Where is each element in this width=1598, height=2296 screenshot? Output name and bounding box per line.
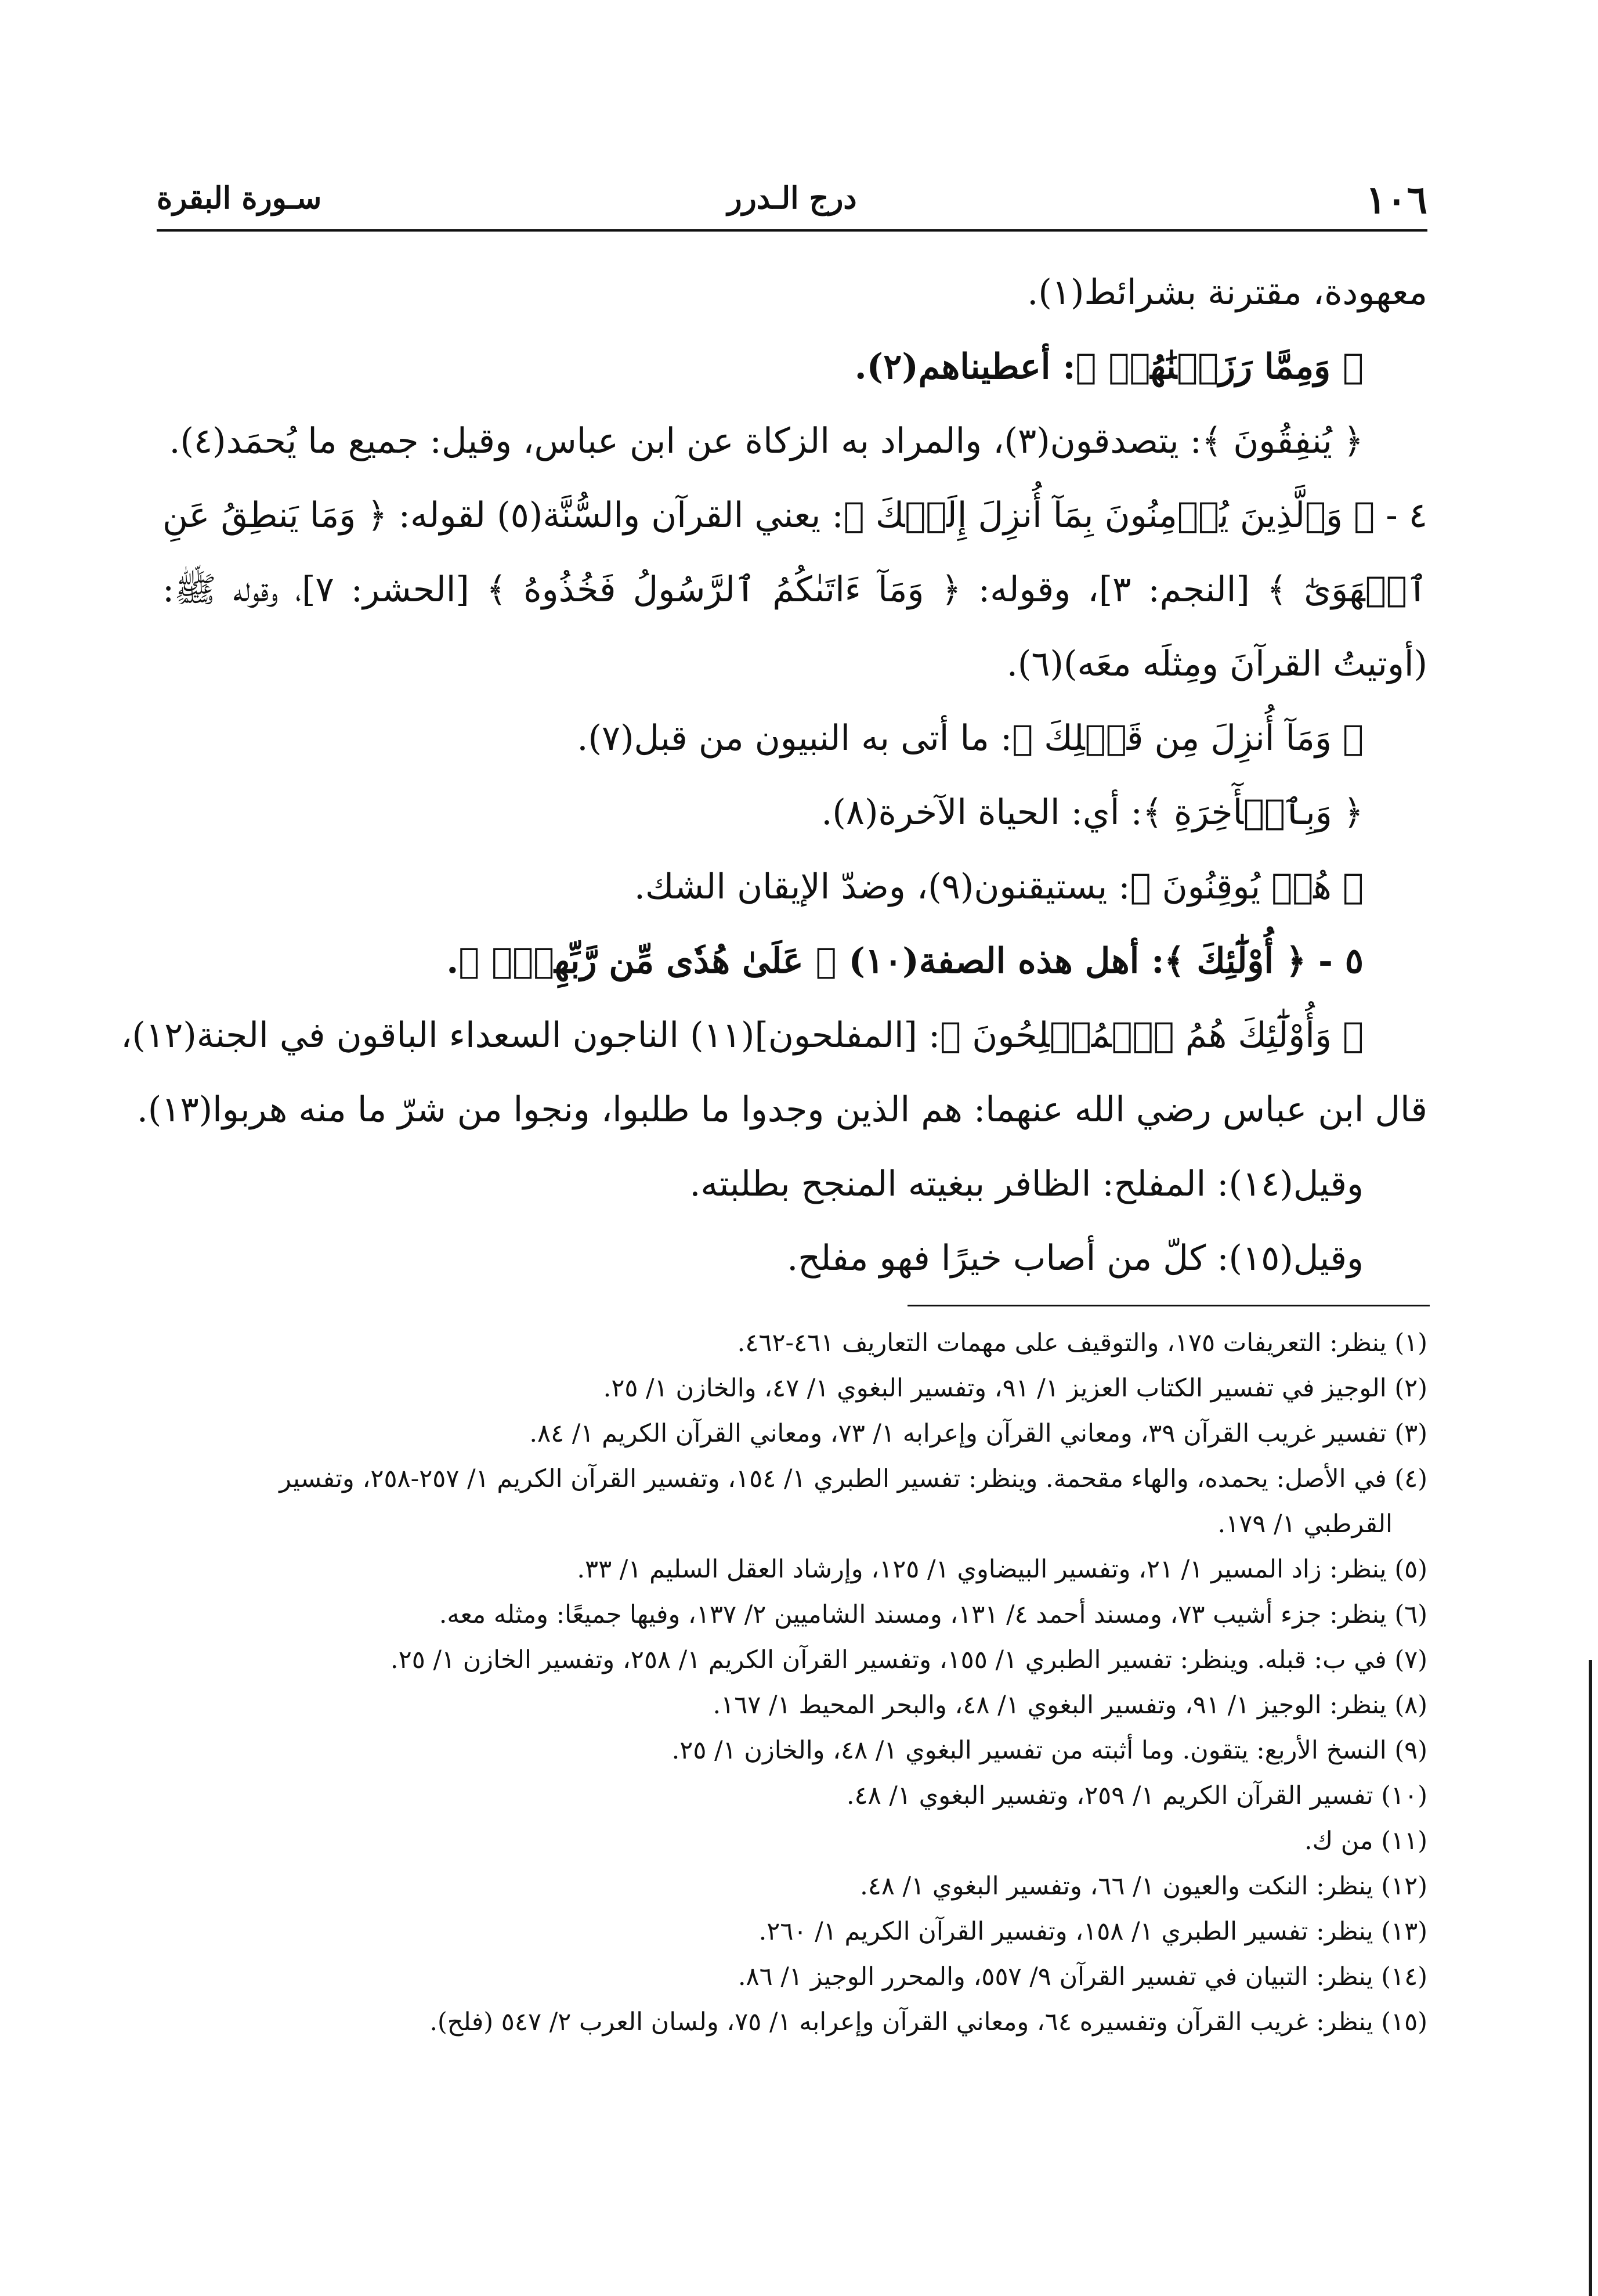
text-line: ﴿ وَمَآ أُنزِلَ مِن قَبۡلِكَ ﴾: ما أتى به النبيون من قبل(٧). [577,718,1364,759]
footnote: (٢) الوجيز في تفسير الكتاب العزيز ١/ ٩١، وتفسير البغوي ١/ ٤٧، والخازن ١/ ٢٥. [603,1374,1427,1403]
text-line: وقيل(١٥): كلّ من أصاب خيرًا فهو مفلح. [787,1238,1364,1279]
footnote: (٩) النسخ الأربع: يتقون. وما أثبته من تفسير البغوي ١/ ٤٨، والخازن ١/ ٢٥. [671,1736,1427,1765]
footnote: (٣) تفسير غريب القرآن ٣٩، ومعاني القرآن وإعرابه ١/ ٧٣، ومعاني القرآن الكريم ١/ ٨٤. [529,1419,1427,1448]
footnote: (٦) ينظر: جزء أشيب ٧٣، ومسند أحمد ٤/ ١٣١، ومسند الشاميين ٢/ ١٣٧، وفيها جميعًا: ومثله معه. [439,1600,1427,1629]
footnote: (٤) في الأصل: يحمده، والهاء مقحمة. وينظر: تفسير الطبري ١/ ١٥٤، وتفسير القرآن الكريم ١/ ٢٥٧-٢٥٨، وتفسير [279,1464,1427,1493]
text-line: ﴿ وَأُوْلَٰٓئِكَ هُمُ ٱلۡمُفۡلِحُونَ ﴾: [المفلحون](١١) الناجون السعداء الباقون في الجنة(١٢)، [121,1015,1364,1056]
text-line: ٥ - ﴿ أُوْلَٰٓئِكَ ﴾: أهل هذه الصفة(١٠) ﴿ عَلَىٰ هُدٗى مِّن رَّبِّهِمۡۖ ﴾. [446,941,1364,981]
text-line: ٱلۡهَوَىٰٓ ﴾ [النجم: ٣]، وقوله: ﴿ وَمَآ ءَاتَىٰكُمُ ٱلرَّسُولُ فَخُذُوهُ ﴾ [الحشر: ٧]، وقوله ﷺ: [162,569,1428,610]
page-number: ١٠٦ [1365,177,1427,222]
text-line: ﴿ وَبِٱلۡأٓخِرَةِ ﴾: أي: الحياة الآخرة(٨). [821,792,1364,833]
header-divider [157,229,1427,232]
footnote: (١٢) ينظر: النكت والعيون ١/ ٦٦، وتفسير البغوي ١/ ٤٨. [860,1872,1427,1901]
footnotes [174,1320,1427,2045]
footnote: (١٥) ينظر: غريب القرآن وتفسيره ٦٤، ومعاني القرآن وإعرابه ١/ ٧٥، ولسان العرب ٢/ ٥٤٧ (فلح). [429,2008,1427,2037]
page-header [157,177,1427,229]
footnote-continuation: القرطبي ١/ ١٧٩. [1217,1510,1393,1539]
surah-title: سـورة البقرة [157,180,322,216]
scan-edge-mark [1589,1660,1592,2296]
footnote: (١٤) ينظر: التبيان في تفسير القرآن ٩/ ٥٥٧، والمحرر الوجيز ١/ ٨٦. [737,1962,1427,1991]
text-line: وقيل(١٤): المفلح: الظافر ببغيته المنجح بطلبته. [689,1164,1364,1204]
footnote: (١١) من ك. [1304,1826,1427,1855]
text-line: ٤ - ﴿ وَٱلَّذِينَ يُؤۡمِنُونَ بِمَآ أُنزِلَ إِلَيۡكَ ﴾: يعني القرآن والسُّنَّة(٥) لقوله: ﴿ وَمَا يَنطِقُ عَنِ [162,495,1427,536]
footnote-divider [908,1305,1430,1306]
main-text [121,255,1428,1295]
text-line: ﴿ وَمِمَّا رَزَقۡنَٰهُمۡ ﴾: أعطيناهم(٢). [854,346,1364,387]
footnote: (١) ينظر: التعريفات ١٧٥، والتوقيف على مهمات التعاريف ٤٦١-٤٦٢. [737,1328,1427,1358]
footnote: (١٠) تفسير القرآن الكريم ١/ ٢٥٩، وتفسير البغوي ١/ ٤٨. [846,1781,1427,1810]
text-line: معهودة، مقترنة بشرائط(١). [1027,272,1427,313]
footnote: (١٣) ينظر: تفسير الطبري ١/ ١٥٨، وتفسير القرآن الكريم ١/ ٢٦٠. [758,1917,1427,1946]
text-line: ﴿ يُنفِقُونَ ﴾: يتصدقون(٣)، والمراد به الزكاة عن ابن عباس، وقيل: جميع ما يُحمَد(٤). [169,421,1364,461]
book-title: درج الـدرر [727,180,857,216]
text-line: (أوتيتُ القرآنَ ومِثلَه معَه)(٦). [1006,644,1427,684]
text-line: ﴿ هُمۡ يُوقِنُونَ ﴾: يستيقنون(٩)، وضدّ الإيقان الشك. [634,867,1364,907]
footnote: (٨) ينظر: الوجيز ١/ ٩١، وتفسير البغوي ١/ ٤٨، والبحر المحيط ١/ ١٦٧. [713,1691,1427,1720]
text-line: قال ابن عباس رضي الله عنهما: هم الذين وجدوا ما طلبوا، ونجوا من شرّ ما منه هربوا(١٣). [136,1089,1427,1130]
footnote: (٧) في ب: قبله. وينظر: تفسير الطبري ١/ ١٥٥، وتفسير القرآن الكريم ١/ ٢٥٨، وتفسير الخازن ١/ ٢٥. [390,1645,1427,1674]
footnote: (٥) ينظر: زاد المسير ١/ ٢١، وتفسير البيضاوي ١/ ١٢٥، وإرشاد العقل السليم ١/ ٣٣. [577,1555,1427,1584]
